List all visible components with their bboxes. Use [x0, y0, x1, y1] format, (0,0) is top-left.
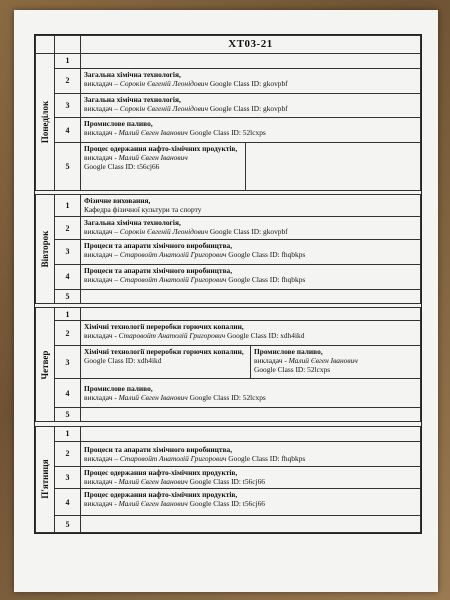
- lecturer-name: Старовойт Анатолій Григорович: [119, 250, 227, 260]
- lesson-cell: [81, 240, 421, 265]
- class-code: Google Class ID: xdh4ikd: [84, 356, 162, 366]
- day-label-tuesday: Вівторок: [40, 230, 50, 268]
- lesson-cell-split: [81, 346, 421, 379]
- day-label-friday: П'ятниця: [40, 459, 50, 499]
- lesson-number: 1: [55, 53, 81, 68]
- lecturer-name: Малий Євген Іванович: [118, 393, 188, 403]
- lesson-number: 4: [55, 264, 81, 289]
- lesson-number: 5: [55, 408, 81, 422]
- lecturer-line: викладач - Малий Євген Іванович Google Class ID: 52lcxps: [84, 128, 266, 138]
- lesson-number: 3: [55, 466, 81, 489]
- subject: Фізичне виховання,: [84, 195, 151, 205]
- day-label-monday: Понеділок: [40, 100, 50, 143]
- header-blank-day: [36, 36, 55, 54]
- department: Кафедра фізичної культури та спорту: [84, 204, 202, 214]
- lecturer-name: Старовойт Анатолій Григорович: [118, 331, 226, 341]
- day-cell-monday: [36, 53, 55, 190]
- class-code: Google Class ID: t56cj66: [84, 162, 160, 172]
- subject: Промислове паливо,: [84, 384, 153, 394]
- lecturer-line: викладач – Старовойт Анатолій Григорович Google Class ID: fhqbkps: [84, 274, 306, 284]
- split-left: [81, 346, 250, 378]
- lesson-cell: [81, 93, 421, 118]
- lesson-number: 3: [55, 240, 81, 265]
- lesson-number: 2: [55, 217, 81, 240]
- day-cell-friday: [36, 426, 55, 532]
- class-code: Google Class ID: gkovpbf: [208, 103, 288, 113]
- lecturer-line: викладач – Сорокін Євгеній Леонідович Google Class ID: gkovpbf: [84, 227, 288, 237]
- subject: Процес одержання нафто-хімічних продуктів,: [84, 490, 238, 500]
- group-title: ХТ03-21: [81, 36, 421, 54]
- lecturer-line: викладач - Старовойт Анатолій Григорович Google Class ID: xdh4ikd: [84, 331, 305, 341]
- class-code: Google Class ID: gkovpbf: [208, 227, 288, 237]
- lesson-cell: [81, 143, 421, 190]
- lesson-number: 1: [55, 308, 81, 321]
- lesson-cell-empty: [81, 53, 421, 68]
- lesson-number: 3: [55, 93, 81, 118]
- lecturer-line: викладач - Малий Євген Іванович Google Class ID: t56cj66: [84, 499, 265, 509]
- day-label-thursday: Четвер: [40, 350, 50, 380]
- subject: Загальна хімічна технологія,: [84, 94, 181, 104]
- lesson-cell: [81, 489, 421, 516]
- lesson-number: 4: [55, 489, 81, 516]
- class-code: Google Class ID: xdh4ikd: [225, 331, 305, 341]
- day-cell-tuesday: [36, 194, 55, 303]
- lesson-number: 4: [55, 118, 81, 143]
- lesson-number: 2: [55, 321, 81, 346]
- paper-sheet: [14, 10, 438, 592]
- day-cell-thursday: [36, 308, 55, 422]
- subject: Хімічні технології переробки горючих копалин,: [84, 322, 244, 332]
- lecturer-line: викладач - Малий Євген Іванович: [254, 356, 358, 366]
- lesson-cell-empty: [81, 408, 421, 422]
- lesson-cell: [81, 442, 421, 467]
- class-code: Google Class ID: 52lcxps: [187, 128, 266, 138]
- lesson-number: 3: [55, 346, 81, 379]
- subject: Процеси та апарати хімічного виробництва,: [84, 241, 233, 251]
- split-right: [250, 346, 420, 378]
- subject: Промислове паливо,: [254, 347, 323, 357]
- class-code: Google Class ID: gkovpbf: [208, 78, 288, 88]
- subject: Процес одержання нафто-хімічних продуктів,: [84, 467, 238, 477]
- lecturer-name: Сорокін Євгеній Леонідович: [119, 78, 208, 88]
- subject: Хімічні технології переробки горючих копалин,: [84, 347, 244, 357]
- lesson-cell: [81, 118, 421, 143]
- schedule-table: [35, 35, 421, 533]
- lecturer-line: викладач - Малий Євген Іванович: [84, 153, 188, 163]
- lecturer-name: Старовойт Анатолій Григорович: [119, 274, 227, 284]
- class-code: Google Class ID: fhqbkps: [226, 453, 306, 463]
- lecturer-line: викладач - Малий Євген Іванович Google Class ID: t56cj66: [84, 476, 265, 486]
- class-code: Google Class ID: 52lcxps: [254, 365, 331, 375]
- lesson-number: 4: [55, 379, 81, 408]
- lesson-number: 1: [55, 194, 81, 217]
- schedule-sheet: [34, 34, 422, 534]
- header-blank-num: [55, 36, 81, 54]
- lesson-number: 2: [55, 442, 81, 467]
- class-code: Google Class ID: 52lcxps: [187, 393, 266, 403]
- lesson-number: 5: [55, 143, 81, 190]
- lesson-cell-empty: [81, 289, 421, 303]
- lesson-cell: [81, 194, 421, 217]
- class-code: Google Class ID: fhqbkps: [226, 250, 306, 260]
- lesson-cell: [81, 264, 421, 289]
- class-code: Google Class ID: t56cj66: [187, 499, 265, 509]
- lecturer-name: Малий Євген Іванович: [288, 356, 358, 366]
- lecturer-name: Старовойт Анатолій Григорович: [119, 453, 227, 463]
- lecturer-line: викладач – Старовойт Анатолій Григорович Google Class ID: fhqbkps: [84, 250, 306, 260]
- lecturer-name: Малий Євген Іванович: [118, 153, 188, 163]
- lecturer-line: викладач – Сорокін Євгеній Леонідович Google Class ID: gkovpbf: [84, 78, 288, 88]
- lecturer-line: викладач – Старовойт Анатолій Григорович Google Class ID: fhqbkps: [84, 453, 306, 463]
- lesson-cell: [81, 68, 421, 93]
- lesson-cell-empty: [81, 516, 421, 533]
- lecturer-name: Малий Євген Іванович: [118, 476, 188, 486]
- subject: Загальна хімічна технологія,: [84, 69, 181, 79]
- lecturer-name: Малий Євген Іванович: [118, 128, 188, 138]
- lesson-cell-empty: [81, 308, 421, 321]
- lesson-number: 1: [55, 426, 81, 441]
- lesson-cell-empty: [81, 426, 421, 441]
- class-code: Google Class ID: fhqbkps: [226, 274, 306, 284]
- lecturer-name: Сорокін Євгеній Леонідович: [119, 103, 208, 113]
- lesson-cell: [81, 321, 421, 346]
- lesson-number: 2: [55, 68, 81, 93]
- lecturer-name: Сорокін Євгеній Леонідович: [119, 227, 208, 237]
- lesson-cell-empty-half: [246, 143, 420, 189]
- lesson-number: 5: [55, 289, 81, 303]
- subject: Процес одержання нафто-хімічних продуктів,: [84, 144, 238, 154]
- subject: Процеси та апарати хімічного виробництва,: [84, 444, 233, 454]
- class-code: Google Class ID: t56cj66: [187, 476, 265, 486]
- lesson-cell: [81, 466, 421, 489]
- lesson-number: 5: [55, 516, 81, 533]
- lecturer-line: викладач - Малий Євген Іванович Google Class ID: 52lcxps: [84, 393, 266, 403]
- lecturer-name: Малий Євген Іванович: [118, 499, 188, 509]
- lesson-cell: [81, 379, 421, 408]
- lesson-cell: [81, 217, 421, 240]
- subject: Загальна хімічна технологія,: [84, 218, 181, 228]
- subject: Промислове паливо,: [84, 119, 153, 129]
- subject: Процеси та апарати хімічного виробництва,: [84, 265, 233, 275]
- lecturer-line: викладач – Сорокін Євгеній Леонідович Google Class ID: gkovpbf: [84, 103, 288, 113]
